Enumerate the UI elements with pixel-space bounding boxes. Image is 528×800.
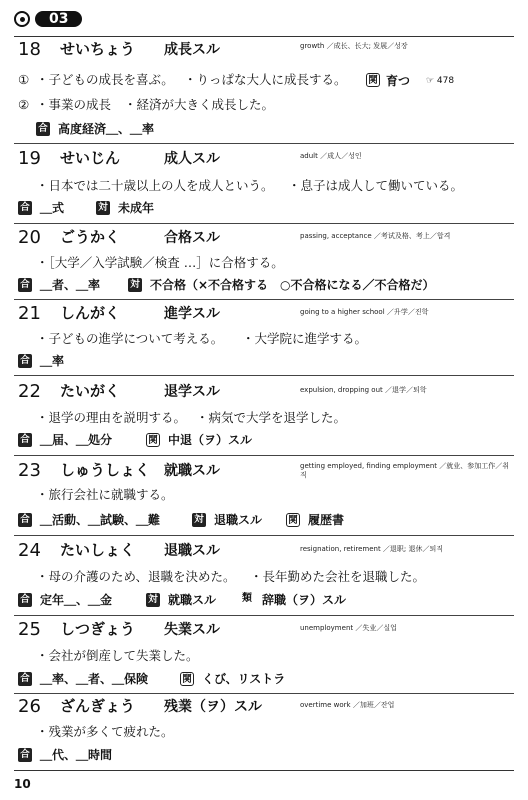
cross-reference: ☞ 478	[426, 76, 455, 86]
entry-word: 就職スル	[164, 463, 220, 479]
compound-words: 定年＿、＿金	[40, 593, 113, 607]
entry-gloss: passing, acceptance ／考试及格、考上／합격	[300, 232, 451, 240]
related-tag: 関	[146, 433, 160, 447]
entry-20	[14, 224, 514, 300]
entry-21	[14, 300, 514, 376]
compound-tag: 合	[36, 122, 50, 136]
related-tag: 関	[180, 672, 194, 686]
entry-reading: ざんぎょう	[60, 697, 136, 715]
example-sentence: ・事業の成長	[36, 97, 112, 112]
related-tag: 関	[366, 73, 380, 87]
related-word: くび、リストラ	[202, 672, 286, 686]
entry-gloss: getting employed, finding employment ／就业、参加工作／취직	[300, 462, 509, 479]
related-word: 履歴書	[308, 513, 345, 527]
footer-divider	[14, 770, 514, 771]
compound-tag: 合	[18, 278, 32, 292]
related-word: 育つ	[386, 74, 411, 88]
entry-word: 成長スル	[164, 42, 220, 58]
compound-tag: 合	[18, 201, 32, 215]
compound-tag: 合	[18, 593, 32, 607]
example-sentence: ・りっぱな大人に成長する。	[184, 72, 347, 87]
entry-reading: たいしょく	[60, 541, 136, 559]
entry-reading: せいじん	[60, 149, 121, 167]
compound-tag: 合	[18, 748, 32, 762]
entry-number: 25	[18, 619, 41, 640]
example-sentence: ・日本では二十歳以上の人を成人という。	[36, 178, 274, 193]
example-sentence: ・子どもの成長を喜ぶ。	[36, 72, 174, 87]
entry-22	[14, 376, 514, 456]
entry-number: 23	[18, 460, 41, 481]
entry-word: 合格スル	[164, 230, 220, 246]
entry-number: 21	[18, 303, 41, 324]
entry-24	[14, 536, 514, 616]
compound-words: ＿率、＿者、＿保険	[40, 672, 149, 686]
example-sentence: ・旅行会社に就職する。	[36, 487, 174, 502]
entry-18	[14, 38, 514, 144]
entry-19	[14, 144, 514, 224]
opposite-tag: 対	[146, 593, 160, 607]
example-sentence: ・退学の理由を説明する。	[36, 410, 187, 425]
entry-number: 20	[18, 227, 41, 248]
entry-reading: たいがく	[60, 382, 121, 400]
entry-reading: しゅうしょく	[60, 461, 151, 479]
example-sentence: ・経済が大きく成長した。	[124, 97, 275, 112]
related-tag: 関	[286, 513, 300, 527]
entry-number: 19	[18, 148, 41, 169]
compound-words: ＿式	[40, 201, 65, 215]
entry-reading: ごうかく	[60, 228, 121, 246]
entry-word: 進学スル	[164, 306, 220, 322]
entry-number: 26	[18, 696, 41, 717]
entry-23	[14, 456, 514, 536]
example-sentence: ・母の介護のため、退職を決めた。	[36, 569, 236, 584]
sense-number: ①	[18, 72, 30, 87]
entry-word: 失業スル	[164, 622, 220, 638]
entry-number: 22	[18, 381, 41, 402]
opposite-word: 未成年	[118, 201, 155, 215]
entry-gloss: adult ／成人／성인	[300, 152, 362, 160]
opposite-tag: 対	[96, 201, 110, 215]
compound-words: ＿届、＿処分	[40, 433, 113, 447]
sense-number: ②	[18, 97, 30, 112]
compound-words: 高度経済＿、＿率	[58, 122, 155, 136]
example-sentence: ・会社が倒産して失業した。	[36, 648, 199, 663]
page-number: 10	[14, 777, 31, 791]
entry-number: 18	[18, 39, 41, 60]
compound-words: ＿活動、＿試験、＿難	[40, 513, 161, 527]
example-sentence: ・病気で大学を退学した。	[196, 410, 347, 425]
example-sentence: ・残業が多くて疲れた。	[36, 724, 174, 739]
entry-25	[14, 616, 514, 694]
entry-word: 退学スル	[164, 384, 220, 400]
entry-gloss: expulsion, dropping out ／退学／퇴학	[300, 386, 427, 394]
related-word: 中退（ヲ）スル	[168, 433, 253, 447]
example-sentence: ・息子は成人して働いている。	[288, 178, 464, 193]
compound-tag: 合	[18, 354, 32, 368]
opposite-tag: 対	[128, 278, 142, 292]
entry-gloss: growth ／成长、长大; 发展／성장	[300, 42, 408, 50]
entry-reading: しんがく	[60, 304, 121, 322]
compound-tag: 合	[18, 433, 32, 447]
opposite-word: 不合格（×不合格する ○不合格になる／不合格だ）	[150, 278, 435, 292]
entry-reading: せいちょう	[60, 40, 136, 58]
entry-26	[14, 694, 514, 770]
similar-word: 辞職（ヲ）スル	[262, 593, 347, 607]
entry-word: 退職スル	[164, 543, 220, 559]
entry-word: 成人スル	[164, 151, 220, 167]
entry-reading: しつぎょう	[60, 620, 136, 638]
example-sentence: ・［大学／入学試験／検査 …］に合格する。	[36, 255, 284, 270]
compound-words: ＿者、＿率	[40, 278, 101, 292]
entry-gloss: resignation, retirement ／退职; 退休／퇴직	[300, 545, 444, 553]
opposite-word: 退職スル	[214, 513, 263, 527]
compound-words: ＿率	[40, 354, 65, 368]
compound-words: ＿代、＿時間	[40, 748, 113, 762]
chapter-header	[14, 8, 82, 30]
example-sentence: ・大学院に進学する。	[242, 331, 368, 346]
entry-word: 残業（ヲ）スル	[164, 699, 262, 715]
compound-tag: 合	[18, 513, 32, 527]
opposite-word: 就職スル	[168, 593, 217, 607]
entry-gloss: overtime work ／加班／잔업	[300, 701, 395, 709]
target-icon	[14, 11, 30, 27]
similar-tag: 類	[242, 593, 252, 604]
entry-gloss: unemployment ／失业／실업	[300, 624, 397, 632]
entry-gloss: going to a higher school ／升学／진학	[300, 308, 429, 316]
header-divider	[14, 36, 514, 37]
chapter-badge: 03	[35, 11, 82, 27]
compound-tag: 合	[18, 672, 32, 686]
example-sentence: ・長年勤めた会社を退職した。	[250, 569, 426, 584]
opposite-tag: 対	[192, 513, 206, 527]
example-sentence: ・子どもの進学について考える。	[36, 331, 224, 346]
entry-number: 24	[18, 540, 41, 561]
